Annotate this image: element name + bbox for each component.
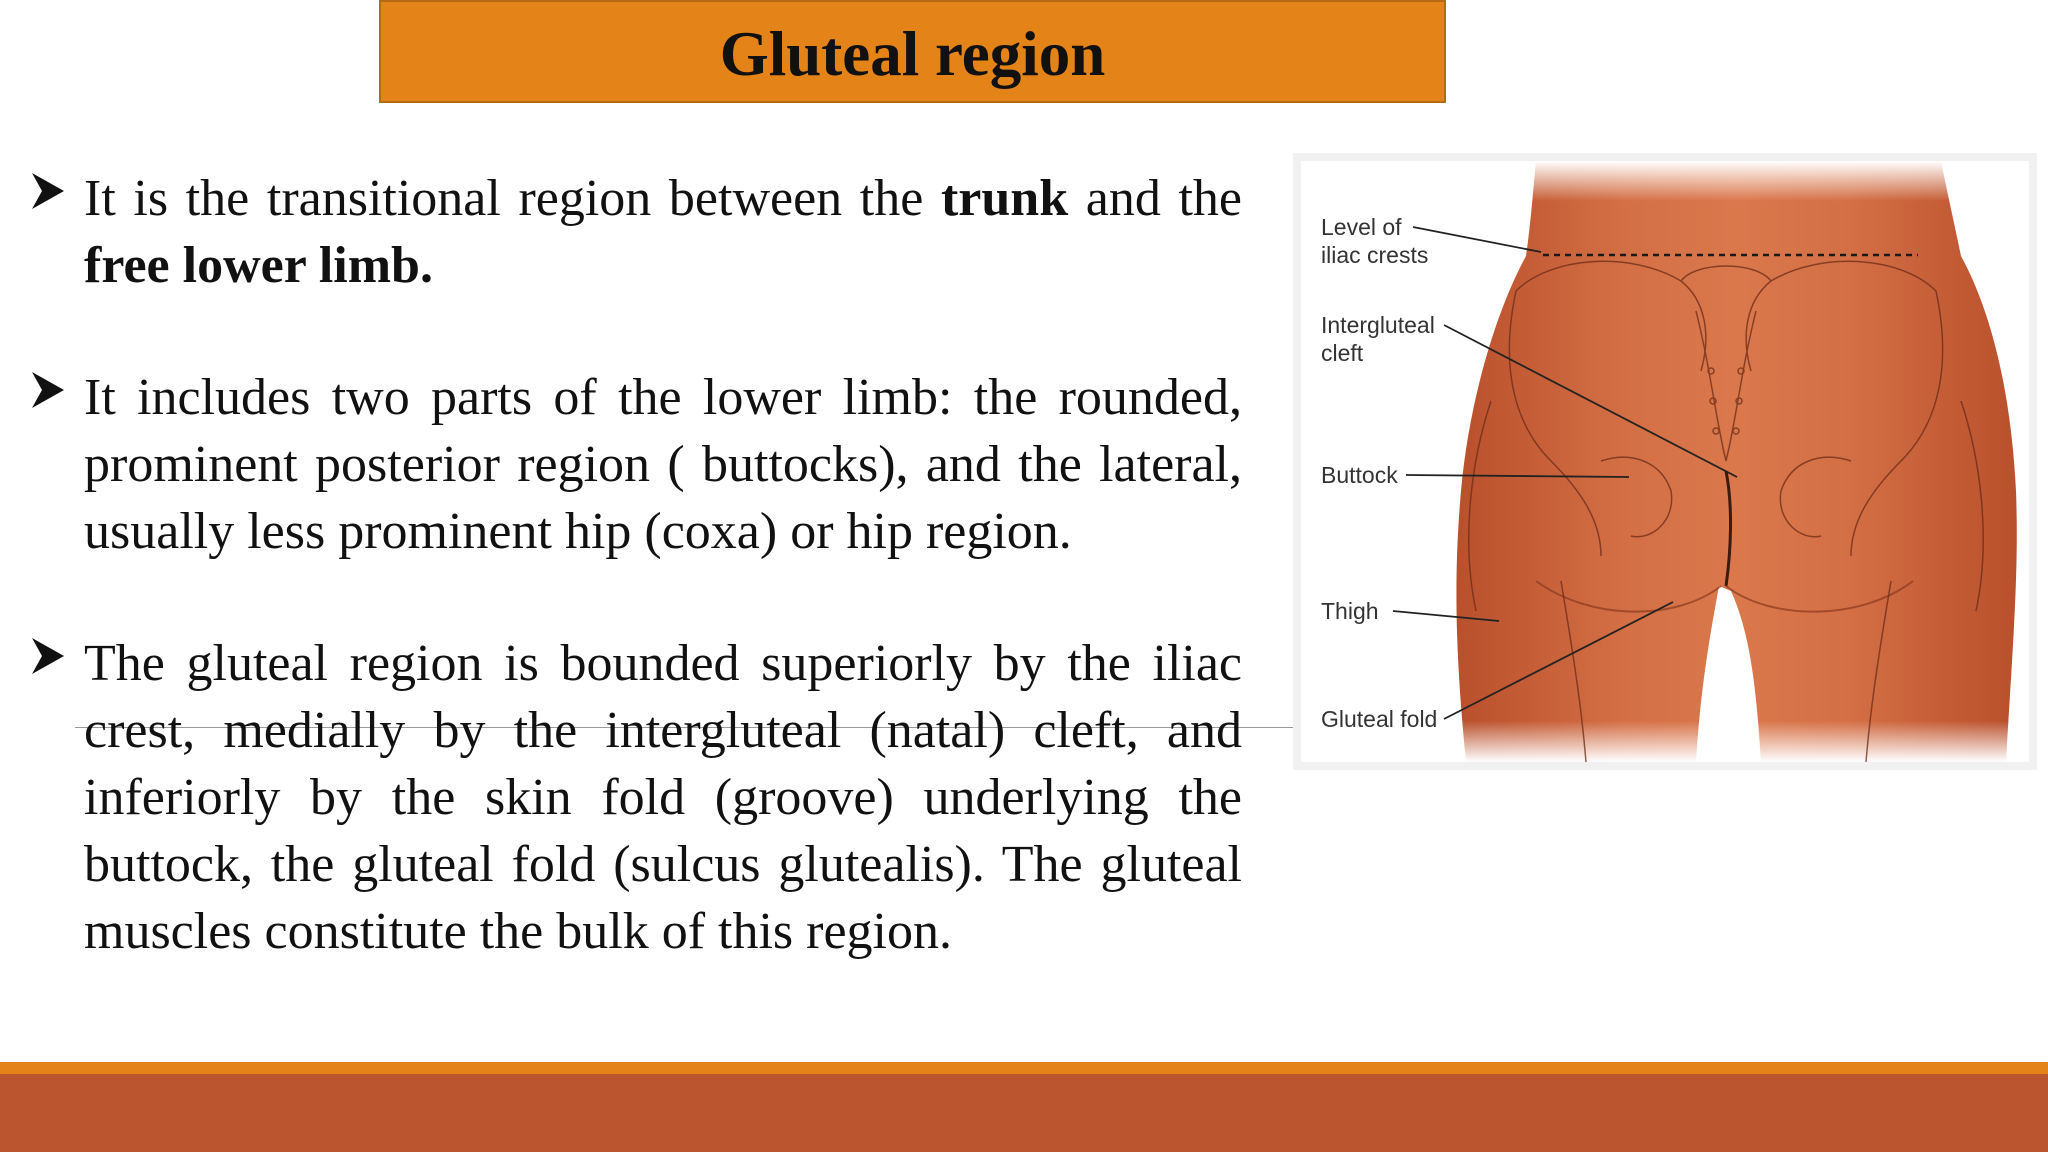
bullet-1-bold-free-lower-limb: free lower limb. bbox=[84, 237, 433, 294]
arrowhead-bullet-icon bbox=[30, 370, 66, 410]
figure-canvas bbox=[1301, 161, 2029, 762]
bullet-text-3: The gluteal region is bounded superiorly by the iliac crest, medially by the intergluteal (natal) cleft, and inferiorly by the skin fold (groove) underlying the buttock, the gluteal fold (sulcus glutealis). The gluteal muscles constitute the bulk of this region. bbox=[84, 635, 1242, 960]
label-intergluteal: Intergluteal bbox=[1321, 312, 1435, 338]
label-gluteal-fold: Gluteal fold bbox=[1321, 706, 1438, 732]
bullet-item-3 bbox=[30, 630, 1242, 965]
slide-title: Gluteal region bbox=[719, 19, 1106, 89]
bullet-list bbox=[30, 165, 1242, 1030]
arrowhead-bullet-icon bbox=[30, 171, 66, 211]
bullet-text-1 bbox=[84, 165, 1242, 299]
bullet-item-2 bbox=[30, 364, 1242, 565]
arrowhead-bullet-icon bbox=[30, 636, 66, 676]
footer-bar bbox=[0, 1074, 2048, 1152]
label-cleft: cleft bbox=[1321, 340, 1364, 366]
title-banner bbox=[379, 0, 1446, 103]
label-iliac-crests: iliac crests bbox=[1321, 242, 1429, 268]
bullet-1-part-3: and the bbox=[1068, 170, 1242, 227]
label-level-of: Level of bbox=[1321, 214, 1402, 240]
label-buttock: Buttock bbox=[1321, 462, 1398, 488]
bullet-1-part-1: It is the transitional region between the bbox=[84, 170, 941, 227]
bullet-item-1 bbox=[30, 165, 1242, 299]
label-thigh: Thigh bbox=[1321, 598, 1379, 624]
bullet-1-bold-trunk: trunk bbox=[940, 170, 1069, 227]
gluteal-anatomy-figure bbox=[1293, 153, 2037, 770]
footer-accent-bar bbox=[0, 1062, 2048, 1074]
bullet-text-2: It includes two parts of the lower limb: the rounded, prominent posterior region ( buttocks), and the lateral, usually less prominent hip (coxa) or hip region. bbox=[84, 369, 1242, 560]
